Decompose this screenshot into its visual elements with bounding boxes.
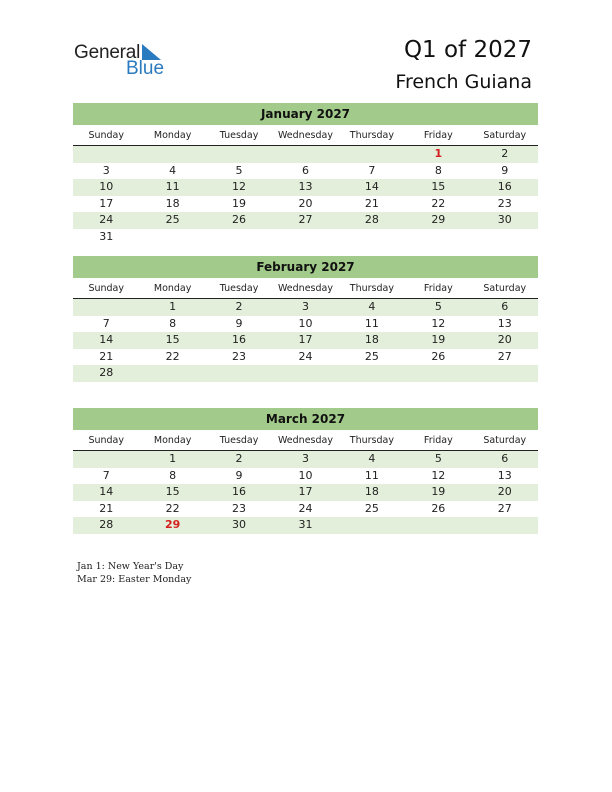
day-cell: 24	[298, 501, 313, 515]
day-cell: 20	[497, 333, 512, 346]
week-row	[73, 451, 538, 468]
day-cell: 15	[165, 485, 180, 498]
day-cell: 8	[169, 468, 177, 482]
day-cell: 11	[165, 180, 180, 193]
day-cell: 19	[232, 196, 247, 210]
week-row	[73, 146, 538, 163]
week-row	[73, 501, 538, 518]
weekday-label: Thursday	[349, 130, 394, 141]
day-cell: 24	[99, 213, 114, 226]
weekday-label: Tuesday	[219, 130, 259, 141]
day-cell: 31	[99, 229, 114, 243]
weekday-label: Friday	[423, 283, 453, 294]
week-row	[73, 179, 538, 196]
day-cell: 16	[232, 485, 247, 498]
weekday-header-row	[73, 432, 538, 451]
day-cell: 21	[99, 501, 114, 515]
day-cell: 23	[232, 349, 247, 363]
day-cell: 7	[102, 316, 110, 330]
day-cell: 8	[169, 316, 177, 330]
day-cell: 17	[298, 333, 313, 346]
day-cell: 9	[501, 163, 509, 177]
day-cell: 10	[298, 468, 313, 482]
day-cell: 12	[431, 468, 446, 482]
day-cell: 13	[298, 180, 313, 193]
week-row	[73, 299, 538, 316]
day-cell	[339, 365, 405, 382]
day-cell: 25	[165, 213, 180, 226]
week-row	[73, 332, 538, 349]
day-cell: 23	[497, 196, 512, 210]
day-cell: 15	[165, 333, 180, 346]
day-cell: 13	[497, 316, 512, 330]
day-cell: 28	[99, 366, 114, 379]
day-cell	[73, 146, 139, 163]
day-cell: 19	[431, 485, 446, 498]
day-cell: 17	[99, 196, 114, 210]
weekday-label: Thursday	[349, 435, 394, 446]
weekday-label: Wednesday	[277, 283, 333, 294]
day-cell: 1	[169, 300, 177, 313]
day-cell: 14	[99, 485, 114, 498]
day-cell: 23	[232, 501, 247, 515]
day-cell: 15	[431, 180, 446, 193]
day-cell: 22	[165, 501, 180, 515]
day-cell: 20	[298, 196, 313, 210]
day-cell: 22	[431, 196, 446, 210]
day-cell: 21	[99, 349, 114, 363]
day-cell	[73, 299, 139, 316]
day-cell	[139, 229, 205, 246]
day-cell	[472, 517, 538, 534]
day-cell	[73, 451, 139, 468]
holiday-notes	[77, 560, 191, 586]
holiday-day-cell: 29	[164, 518, 181, 531]
weekday-label: Monday	[153, 130, 192, 141]
weekday-label: Wednesday	[277, 130, 333, 141]
day-cell: 19	[431, 333, 446, 346]
day-cell	[139, 365, 205, 382]
day-cell: 30	[497, 213, 512, 226]
day-cell: 26	[232, 213, 247, 226]
day-cell: 4	[368, 452, 376, 465]
weekday-label: Saturday	[483, 130, 527, 141]
day-cell: 9	[235, 316, 243, 330]
weekday-header-row	[73, 280, 538, 299]
weekday-label: Sunday	[88, 130, 124, 141]
week-row	[73, 229, 538, 246]
day-cell: 7	[102, 468, 110, 482]
day-cell	[272, 146, 338, 163]
week-row	[73, 163, 538, 180]
day-cell: 3	[301, 300, 309, 313]
day-cell	[206, 365, 272, 382]
weekday-label: Saturday	[483, 283, 527, 294]
weekday-label: Sunday	[88, 283, 124, 294]
day-cell: 16	[497, 180, 512, 193]
month-title: February 2027	[73, 256, 538, 278]
day-cell: 9	[235, 468, 243, 482]
logo-text-blue: Blue	[126, 58, 165, 79]
day-cell: 17	[298, 485, 313, 498]
day-cell: 21	[364, 196, 379, 210]
weekday-label: Friday	[423, 435, 453, 446]
day-cell	[206, 146, 272, 163]
day-cell: 8	[434, 163, 442, 177]
day-cell: 25	[364, 501, 379, 515]
weekday-label: Monday	[153, 283, 192, 294]
week-row	[73, 316, 538, 333]
page-subtitle: French Guiana	[395, 71, 532, 93]
page-title: Q1 of 2027	[403, 37, 532, 63]
day-cell: 14	[99, 333, 114, 346]
day-cell: 5	[434, 300, 442, 313]
day-cell: 3	[102, 163, 110, 177]
week-row	[73, 517, 538, 534]
month-calendar-january	[73, 103, 538, 245]
month-title: March 2027	[73, 408, 538, 430]
day-cell: 29	[431, 213, 446, 226]
weekday-label: Wednesday	[277, 435, 333, 446]
day-cell: 6	[501, 300, 509, 313]
day-cell: 2	[235, 452, 243, 465]
day-cell: 5	[235, 163, 243, 177]
day-cell	[405, 517, 471, 534]
day-cell: 22	[165, 349, 180, 363]
holiday-note: Jan 1: New Year's Day	[77, 561, 184, 572]
day-cell: 18	[165, 196, 180, 210]
weekday-header-row	[73, 127, 538, 146]
day-cell	[272, 365, 338, 382]
day-cell: 18	[364, 333, 379, 346]
day-cell: 18	[364, 485, 379, 498]
day-cell: 30	[232, 518, 247, 531]
day-cell: 11	[364, 468, 379, 482]
day-cell: 3	[301, 452, 309, 465]
day-cell: 28	[99, 518, 114, 531]
day-cell	[339, 517, 405, 534]
day-cell: 7	[368, 163, 376, 177]
weekday-label: Sunday	[88, 435, 124, 446]
day-cell: 6	[501, 452, 509, 465]
day-cell: 6	[301, 163, 309, 177]
week-row	[73, 365, 538, 382]
day-cell: 13	[497, 468, 512, 482]
holiday-day-cell: 1	[434, 147, 443, 160]
weekday-label: Tuesday	[219, 435, 259, 446]
day-cell	[405, 229, 471, 246]
weekday-label: Monday	[153, 435, 192, 446]
week-row	[73, 484, 538, 501]
day-cell	[139, 146, 205, 163]
day-cell	[272, 229, 338, 246]
day-cell: 16	[232, 333, 247, 346]
day-cell	[405, 365, 471, 382]
day-cell: 20	[497, 485, 512, 498]
week-row	[73, 468, 538, 485]
logo-text-general: General	[74, 42, 141, 63]
day-cell: 26	[431, 349, 446, 363]
holiday-note: Mar 29: Easter Monday	[77, 574, 192, 585]
weekday-label: Friday	[423, 130, 453, 141]
day-cell	[472, 365, 538, 382]
day-cell: 2	[235, 300, 243, 313]
day-cell: 28	[364, 213, 379, 226]
day-cell: 26	[431, 501, 446, 515]
day-cell	[339, 229, 405, 246]
day-cell: 31	[298, 518, 313, 531]
day-cell: 10	[298, 316, 313, 330]
month-calendar-february	[73, 256, 538, 382]
week-row	[73, 212, 538, 229]
day-cell: 14	[364, 180, 379, 193]
day-cell: 12	[232, 180, 247, 193]
month-title: January 2027	[73, 103, 538, 125]
day-cell: 27	[497, 349, 512, 363]
day-cell: 2	[501, 147, 509, 160]
day-cell: 27	[298, 213, 313, 226]
week-row	[73, 349, 538, 366]
day-cell	[339, 146, 405, 163]
day-cell: 4	[368, 300, 376, 313]
week-row	[73, 196, 538, 213]
day-cell	[206, 229, 272, 246]
weekday-label: Thursday	[349, 283, 394, 294]
weekday-label: Saturday	[483, 435, 527, 446]
day-cell: 24	[298, 349, 313, 363]
day-cell: 10	[99, 180, 114, 193]
day-cell: 11	[364, 316, 379, 330]
day-cell: 27	[497, 501, 512, 515]
day-cell: 4	[169, 163, 177, 177]
day-cell	[472, 229, 538, 246]
weekday-label: Tuesday	[219, 283, 259, 294]
day-cell: 12	[431, 316, 446, 330]
day-cell: 5	[434, 452, 442, 465]
day-cell: 1	[169, 452, 177, 465]
day-cell: 25	[364, 349, 379, 363]
month-calendar-march	[73, 408, 538, 534]
